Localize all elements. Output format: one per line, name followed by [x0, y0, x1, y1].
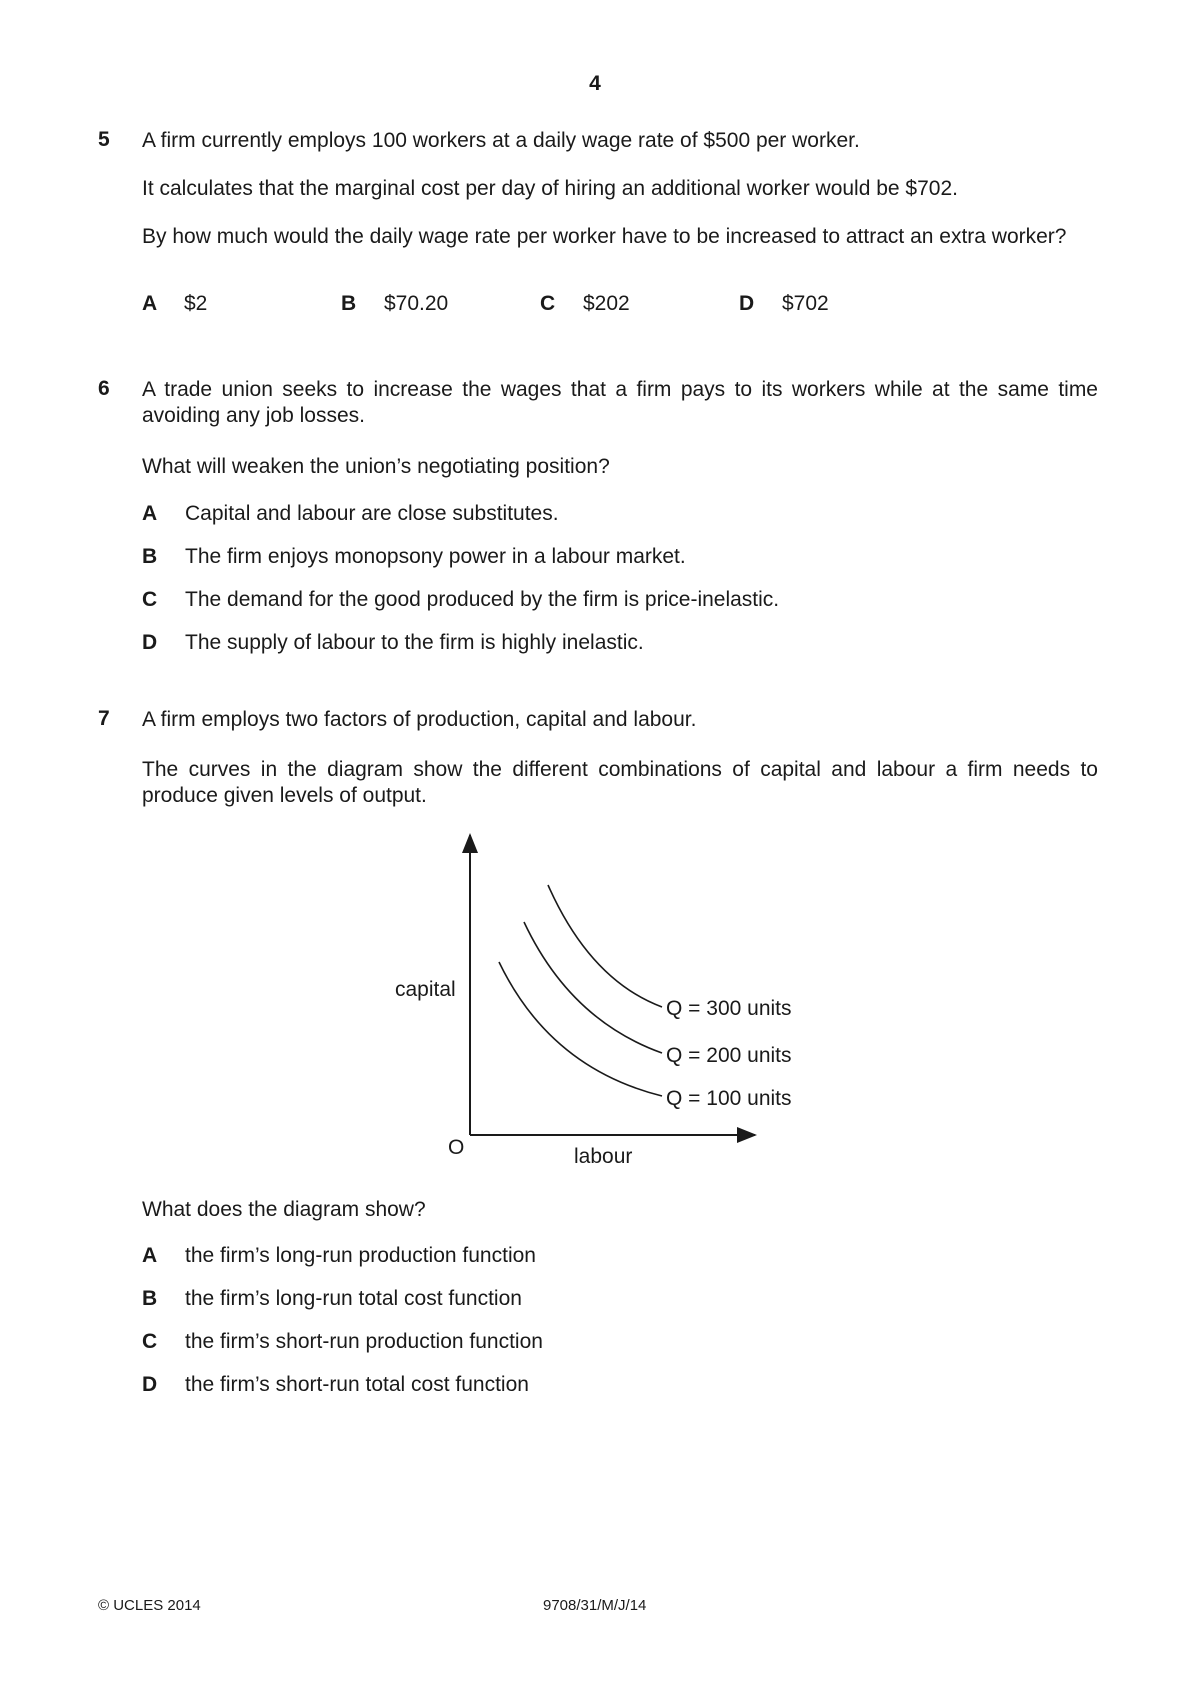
question-number: 6 [98, 377, 110, 400]
option-text: $202 [583, 292, 630, 315]
option-d[interactable] [142, 1373, 1042, 1397]
option-letter: D [739, 292, 755, 315]
option-text: $70.20 [384, 292, 449, 315]
option-letter: C [540, 292, 556, 315]
option-letter: D [142, 631, 158, 654]
option-text: The firm enjoys monopsony power in a labour market. [185, 545, 686, 568]
question-text: The curves in the diagram show the different combinations of capital and labour a firm needs to produce given levels of output. [142, 758, 1098, 807]
curve-label-100: Q = 100 units [666, 1087, 792, 1110]
option-text: Capital and labour are close substitutes. [185, 502, 559, 525]
question-text: A firm currently employs 100 workers at a daily wage rate of $500 per worker. [142, 129, 860, 152]
option-text: $2 [184, 292, 208, 315]
question-prompt: What will weaken the union’s negotiating position? [142, 455, 610, 478]
option-letter: B [142, 1287, 158, 1310]
option-letter: A [142, 502, 158, 525]
curve-label-200: Q = 200 units [666, 1044, 792, 1067]
isoquant-curve-100 [499, 962, 662, 1096]
isoquant-curve-200 [524, 922, 662, 1053]
option-text: the firm’s short-run total cost function [185, 1373, 529, 1396]
option-text: the firm’s long-run total cost function [185, 1287, 522, 1310]
question-text: A trade union seeks to increase the wages that a firm pays to its workers while at the same time avoiding any job losses. [142, 378, 1098, 427]
option-letter: B [341, 292, 357, 315]
question-number: 5 [98, 128, 110, 151]
isoquant-curve-300 [548, 885, 662, 1007]
option-letter: B [142, 545, 158, 568]
curve-label-300: Q = 300 units [666, 997, 792, 1020]
option-letter: A [142, 1244, 158, 1267]
option-letter: A [142, 292, 158, 315]
question-number: 7 [98, 707, 110, 730]
option-letter: D [142, 1373, 158, 1396]
footer-paper-code: 9708/31/M/J/14 [543, 1597, 647, 1614]
y-axis-label: capital [395, 978, 456, 1001]
question-prompt: By how much would the daily wage rate per worker have to be increased to attract an extra worker? [142, 225, 1067, 248]
footer-copyright: © UCLES 2014 [98, 1597, 201, 1614]
option-text: The demand for the good produced by the firm is price-inelastic. [185, 588, 780, 611]
option-b[interactable] [142, 1287, 1042, 1311]
origin-label: O [448, 1136, 465, 1159]
option-letter: C [142, 1330, 158, 1353]
option-text: The supply of labour to the firm is highly inelastic. [185, 631, 644, 654]
option-text: the firm’s long-run production function [185, 1244, 536, 1267]
option-a[interactable] [142, 1244, 1042, 1268]
option-text: $702 [782, 292, 829, 315]
x-axis-label: labour [574, 1145, 633, 1168]
option-c[interactable] [142, 1330, 1042, 1354]
page-number: 4 [589, 72, 601, 95]
question-text: It calculates that the marginal cost per day of hiring an additional worker would be $702. [142, 177, 958, 200]
question-prompt: What does the diagram show? [142, 1198, 426, 1221]
question-text: A firm employs two factors of production, capital and labour. [142, 708, 697, 731]
option-text: the firm’s short-run production function [185, 1330, 543, 1353]
option-letter: C [142, 588, 158, 611]
